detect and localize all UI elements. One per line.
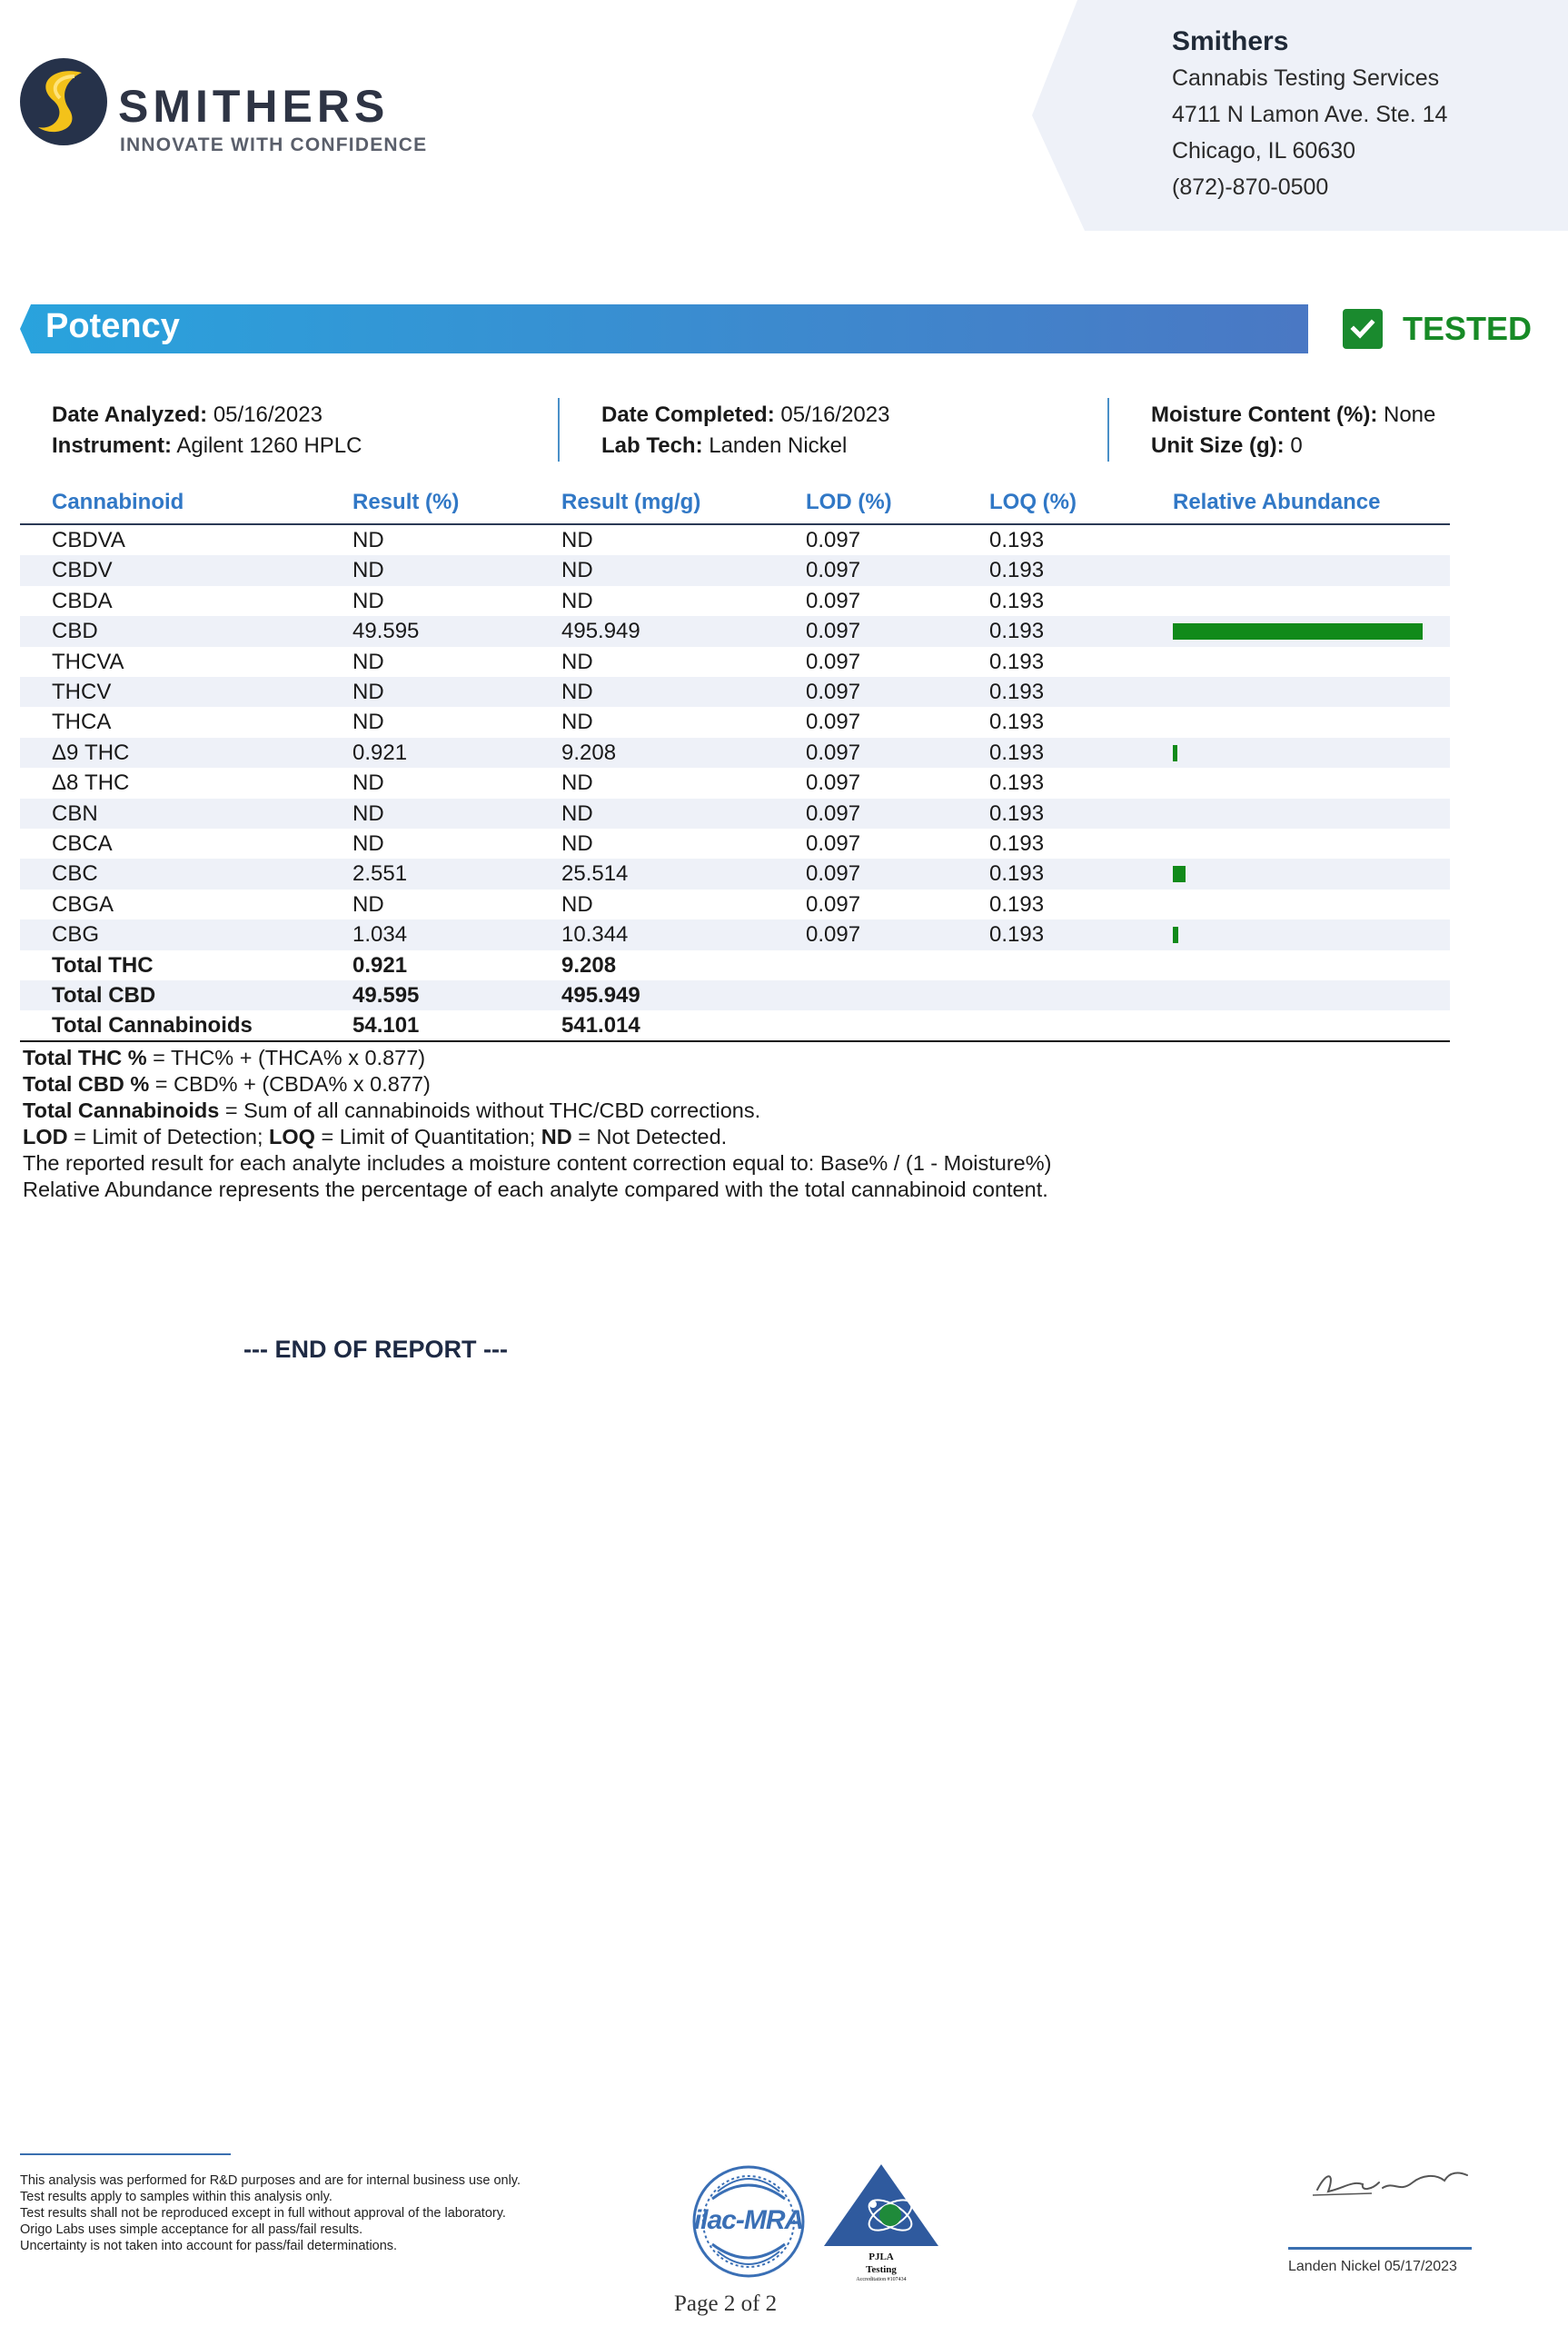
cell-result-pct: ND xyxy=(352,831,384,856)
moisture-value: None xyxy=(1383,403,1436,427)
tested-status xyxy=(1343,307,1532,351)
cell-result-mg: 495.949 xyxy=(561,983,640,1008)
cell-loq: 0.193 xyxy=(989,588,1045,613)
cell-result-pct: ND xyxy=(352,558,384,583)
cell-lod: 0.097 xyxy=(806,619,861,644)
cell-result-pct: 2.551 xyxy=(352,861,408,887)
potency-table-header xyxy=(20,487,1450,525)
smithers-logo xyxy=(18,56,454,156)
relative-abundance-bar xyxy=(1173,866,1186,882)
cell-result-mg: ND xyxy=(561,800,593,826)
relative-abundance-bar xyxy=(1173,745,1177,761)
cell-result-mg: ND xyxy=(561,710,593,735)
table-total-row xyxy=(20,1010,1450,1040)
signature-icon xyxy=(1308,2162,1472,2208)
note-total-cannabinoids: Total Cannabinoids = Sum of all cannabinoids without THC/CBD corrections. xyxy=(23,1098,761,1122)
cell-result-pct: 49.595 xyxy=(352,983,420,1008)
cell-loq: 0.193 xyxy=(989,680,1045,704)
cell-lod: 0.097 xyxy=(806,680,861,704)
disclaimer-line: Uncertainty is not taken into account for pass/fail determinations. xyxy=(20,2239,398,2253)
disclaimer-line: Test results shall not be reproduced except in full without approval of the laboratory. xyxy=(20,2206,506,2221)
ilac-mra-logo-text: ilac-MRA xyxy=(693,2205,804,2235)
table-row xyxy=(20,768,1450,798)
unit-size-label: Unit Size (g): xyxy=(1151,433,1285,458)
cell-cannabinoid: CBGA xyxy=(52,891,114,917)
cell-lod: 0.097 xyxy=(806,891,861,917)
cell-cannabinoid: CBD xyxy=(52,619,98,644)
date-completed-value: 05/16/2023 xyxy=(780,403,890,427)
signature-rule xyxy=(1288,2247,1472,2250)
cell-result-mg: ND xyxy=(561,831,593,856)
logo-tagline: INNOVATE WITH CONFIDENCE xyxy=(120,134,428,155)
end-of-report: --- END OF REPORT --- xyxy=(243,1336,508,1363)
cell-loq: 0.193 xyxy=(989,710,1045,735)
lab-address-line2: Chicago, IL 60630 xyxy=(1172,138,1356,164)
disclaimer-line: This analysis was performed for R&D purposes and are for internal business use only. xyxy=(20,2173,521,2188)
cell-result-mg: 9.208 xyxy=(561,952,617,978)
cell-result-pct: ND xyxy=(352,710,384,735)
section-title: Potency xyxy=(45,307,180,345)
lab-tech-value: Landen Nickel xyxy=(709,433,848,458)
cell-cannabinoid: CBDVA xyxy=(52,528,125,552)
cell-result-mg: ND xyxy=(561,528,593,552)
cell-loq: 0.193 xyxy=(989,649,1045,674)
cell-result-mg: 10.344 xyxy=(561,922,629,948)
table-row xyxy=(20,525,1450,555)
cell-loq: 0.193 xyxy=(989,558,1045,583)
cell-result-pct: ND xyxy=(352,528,384,552)
table-row xyxy=(20,919,1450,949)
lab-company-name: Smithers xyxy=(1172,26,1289,56)
check-icon xyxy=(1343,309,1383,349)
cell-lod: 0.097 xyxy=(806,588,861,613)
info-divider xyxy=(558,398,560,462)
cell-cannabinoid: Δ8 THC xyxy=(52,770,130,796)
cell-lod: 0.097 xyxy=(806,528,861,552)
cell-cannabinoid: Total THC xyxy=(52,952,154,978)
cell-lod: 0.097 xyxy=(806,710,861,735)
table-row xyxy=(20,829,1450,859)
relative-abundance-bar xyxy=(1173,927,1178,943)
cell-result-pct: 0.921 xyxy=(352,952,408,978)
col-header-relative-abundance: Relative Abundance xyxy=(1173,490,1381,514)
cell-result-pct: 1.034 xyxy=(352,922,408,948)
cell-result-mg: ND xyxy=(561,680,593,704)
cell-result-pct: ND xyxy=(352,770,384,796)
cell-cannabinoid: THCV xyxy=(52,680,112,704)
cell-result-pct: ND xyxy=(352,680,384,704)
note-moisture-correction: The reported result for each analyte includes a moisture content correction equal to: Base% / (1 - Moisture%) xyxy=(23,1151,1052,1175)
potency-banner xyxy=(20,304,1308,353)
table-total-row xyxy=(20,980,1450,1010)
lab-address xyxy=(1172,24,1447,205)
note-relative-abundance: Relative Abundance represents the percentage of each analyte compared with the total cannabinoid content. xyxy=(23,1178,1048,1201)
cell-loq: 0.193 xyxy=(989,861,1045,887)
cell-cannabinoid: CBDV xyxy=(52,558,113,583)
info-completion xyxy=(601,400,889,462)
pjla-logo-text xyxy=(822,2251,940,2283)
table-row xyxy=(20,647,1450,677)
cell-result-mg: 25.514 xyxy=(561,861,629,887)
smithers-s-logo-icon xyxy=(18,56,109,147)
tested-label: TESTED xyxy=(1403,310,1533,347)
cell-result-mg: 9.208 xyxy=(561,740,617,765)
logo-wordmark: SMITHERS xyxy=(118,81,390,132)
cell-result-pct: ND xyxy=(352,891,384,917)
cell-lod: 0.097 xyxy=(806,558,861,583)
cell-lod: 0.097 xyxy=(806,922,861,948)
potency-notes xyxy=(23,1045,1051,1203)
footer-disclaimer xyxy=(20,2172,521,2254)
table-row xyxy=(20,738,1450,768)
lab-phone: (872)-870-0500 xyxy=(1172,174,1329,200)
pjla-subtitle: Testing xyxy=(866,2264,897,2275)
disclaimer-line: Test results apply to samples within this analysis only. xyxy=(20,2190,332,2204)
col-header-cannabinoid: Cannabinoid xyxy=(52,490,184,514)
cell-lod: 0.097 xyxy=(806,861,861,887)
cell-result-pct: 54.101 xyxy=(352,1013,420,1039)
table-row xyxy=(20,707,1450,737)
table-bottom-rule xyxy=(20,1040,1450,1042)
cell-cannabinoid: Total Cannabinoids xyxy=(52,1013,253,1039)
cell-cannabinoid: CBCA xyxy=(52,831,113,856)
lab-tech-label: Lab Tech: xyxy=(601,433,703,458)
instrument-label: Instrument: xyxy=(52,433,172,458)
cell-result-mg: ND xyxy=(561,649,593,674)
cell-loq: 0.193 xyxy=(989,740,1045,765)
table-row xyxy=(20,859,1450,889)
info-analysis xyxy=(52,400,362,462)
col-header-result-pct: Result (%) xyxy=(352,490,460,514)
cell-result-pct: 0.921 xyxy=(352,740,408,765)
cell-loq: 0.193 xyxy=(989,619,1045,644)
col-header-loq: LOQ (%) xyxy=(989,490,1077,514)
footer-rule xyxy=(20,2153,231,2155)
lab-division: Cannabis Testing Services xyxy=(1172,65,1440,91)
cell-lod: 0.097 xyxy=(806,649,861,674)
pjla-accreditation-number: Accreditation #107434 xyxy=(856,2277,907,2282)
cell-cannabinoid: CBN xyxy=(52,800,98,826)
cell-cannabinoid: CBC xyxy=(52,861,98,887)
table-row xyxy=(20,586,1450,616)
table-row xyxy=(20,799,1450,829)
table-total-row xyxy=(20,950,1450,980)
moisture-label: Moisture Content (%): xyxy=(1151,403,1378,427)
cell-result-pct: ND xyxy=(352,649,384,674)
date-analyzed-value: 05/16/2023 xyxy=(213,403,323,427)
table-row xyxy=(20,616,1450,646)
cell-cannabinoid: Δ9 THC xyxy=(52,740,130,765)
pjla-label: PJLA xyxy=(868,2251,894,2262)
disclaimer-line: Origo Labs uses simple acceptance for all pass/fail results. xyxy=(20,2222,363,2237)
lab-address-line1: 4711 N Lamon Ave. Ste. 14 xyxy=(1172,102,1448,127)
cell-result-pct: 49.595 xyxy=(352,619,420,644)
col-header-result-mg: Result (mg/g) xyxy=(561,490,701,514)
cell-result-mg: ND xyxy=(561,588,593,613)
col-header-lod: LOD (%) xyxy=(806,490,892,514)
cell-lod: 0.097 xyxy=(806,740,861,765)
cell-cannabinoid: THCA xyxy=(52,710,112,735)
info-divider xyxy=(1107,398,1109,462)
cell-result-mg: 495.949 xyxy=(561,619,640,644)
cell-result-pct: ND xyxy=(352,800,384,826)
cell-result-pct: ND xyxy=(352,588,384,613)
cell-result-mg: ND xyxy=(561,558,593,583)
cell-result-mg: ND xyxy=(561,891,593,917)
cell-loq: 0.193 xyxy=(989,528,1045,552)
relative-abundance-bar xyxy=(1173,623,1423,640)
note-total-cbd: Total CBD % = CBD% + (CBDA% x 0.877) xyxy=(23,1072,431,1096)
note-abbreviations: LOD = Limit of Detection; LOQ = Limit of Quantitation; ND = Not Detected. xyxy=(23,1125,728,1148)
signature-caption: Landen Nickel 05/17/2023 xyxy=(1288,2259,1457,2274)
cell-loq: 0.193 xyxy=(989,831,1045,856)
cell-lod: 0.097 xyxy=(806,800,861,826)
cell-lod: 0.097 xyxy=(806,770,861,796)
cell-loq: 0.193 xyxy=(989,800,1045,826)
cell-result-mg: ND xyxy=(561,770,593,796)
cell-lod: 0.097 xyxy=(806,831,861,856)
cell-loq: 0.193 xyxy=(989,922,1045,948)
cell-result-mg: 541.014 xyxy=(561,1013,640,1039)
page-number: Page 2 of 2 xyxy=(674,2291,778,2316)
table-row xyxy=(20,890,1450,919)
cell-loq: 0.193 xyxy=(989,891,1045,917)
date-completed-label: Date Completed: xyxy=(601,403,775,427)
cell-cannabinoid: THCVA xyxy=(52,649,124,674)
cell-cannabinoid: Total CBD xyxy=(52,983,156,1008)
table-row xyxy=(20,677,1450,707)
info-sample xyxy=(1151,400,1435,462)
cell-cannabinoid: CBG xyxy=(52,922,100,948)
table-row xyxy=(20,555,1450,585)
cell-loq: 0.193 xyxy=(989,770,1045,796)
instrument-value: Agilent 1260 HPLC xyxy=(176,433,362,458)
unit-size-value: 0 xyxy=(1290,433,1303,458)
date-analyzed-label: Date Analyzed: xyxy=(52,403,208,427)
note-total-thc: Total THC % = THC% + (THCA% x 0.877) xyxy=(23,1046,426,1069)
cell-cannabinoid: CBDA xyxy=(52,588,113,613)
